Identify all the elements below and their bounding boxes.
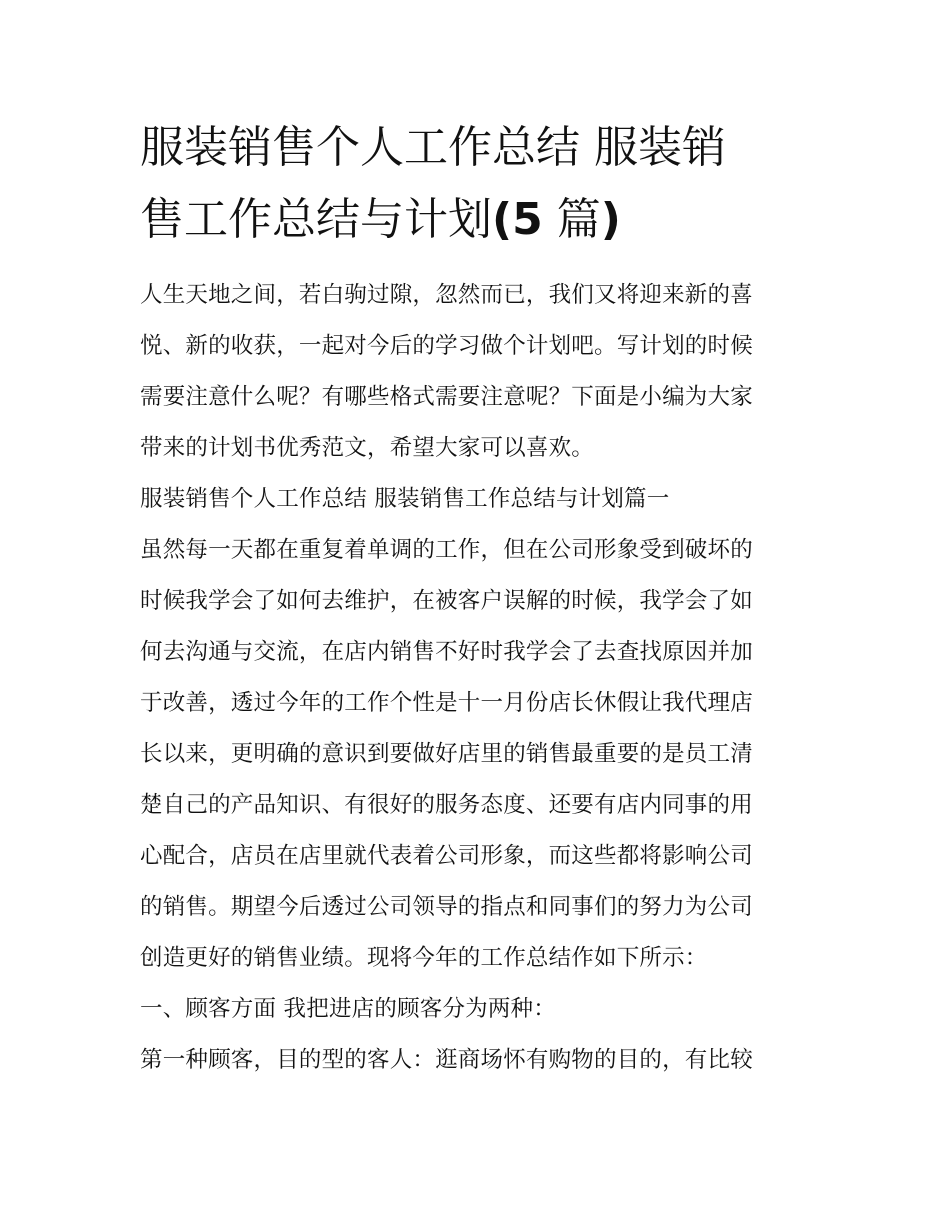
title-line-2 [140, 184, 812, 256]
paragraph-line: 何去沟通与交流，在店内销售不好时我学会了去查找原因并加 [140, 639, 753, 665]
body-paragraph-1 [140, 525, 812, 984]
title-line-1: 服装销售个人工作总结 服装销 [140, 122, 726, 173]
body-paragraph-2 [140, 1035, 812, 1086]
paragraph-line: 时候我学会了如何去维护，在被客户误解的时候，我学会了如 [140, 588, 753, 614]
document-title [140, 112, 812, 256]
paragraph-line: 长以来，更明确的意识到要做好店里的销售最重要的是员工清 [140, 741, 753, 767]
intro-paragraph [140, 270, 812, 474]
paragraph-line: 创造更好的销售业绩。现将今年的工作总结作如下所示： [140, 945, 708, 971]
title-count-close: ) [600, 194, 621, 245]
paragraph-line: 人生天地之间，若白驹过隙，忽然而已，我们又将迎来新的喜 [140, 282, 753, 308]
paragraph-line: 的销售。期望今后透过公司领导的指点和同事们的努力为公司 [140, 894, 753, 920]
paragraph-line: 虽然每一天都在重复着单调的工作，但在公司形象受到破坏的 [140, 537, 753, 563]
paragraph-line: 带来的计划书优秀范文，希望大家可以喜欢。 [140, 435, 595, 461]
title-line-2-text: 售工作总结与计划 [140, 194, 492, 245]
document-page [140, 112, 812, 1086]
title-count-word: 篇 [542, 194, 601, 245]
customer-section-heading [140, 984, 812, 1035]
paragraph-line: 第一种顾客，目的型的客人：逛商场怀有购物的目的，有比较 [140, 1047, 753, 1073]
title-count-open: (5 [492, 194, 543, 245]
section-heading-1 [140, 474, 812, 525]
paragraph-line: 心配合，店员在店里就代表着公司形象，而这些都将影响公司 [140, 843, 753, 869]
paragraph-line: 悦、新的收获，一起对今后的学习做个计划吧。写计划的时候 [140, 333, 753, 359]
paragraph-line: 楚自己的产品知识、有很好的服务态度、还要有店内同事的用 [140, 792, 753, 818]
section-heading-line: 服装销售个人工作总结 服装销售工作总结与计划篇一 [140, 486, 670, 512]
paragraph-line: 于改善，透过今年的工作个性是十一月份店长休假让我代理店 [140, 690, 753, 716]
section-heading-line: 一、顾客方面 我把进店的顾客分为两种： [140, 996, 556, 1022]
paragraph-line: 需要注意什么呢？有哪些格式需要注意呢？下面是小编为大家 [140, 384, 753, 410]
